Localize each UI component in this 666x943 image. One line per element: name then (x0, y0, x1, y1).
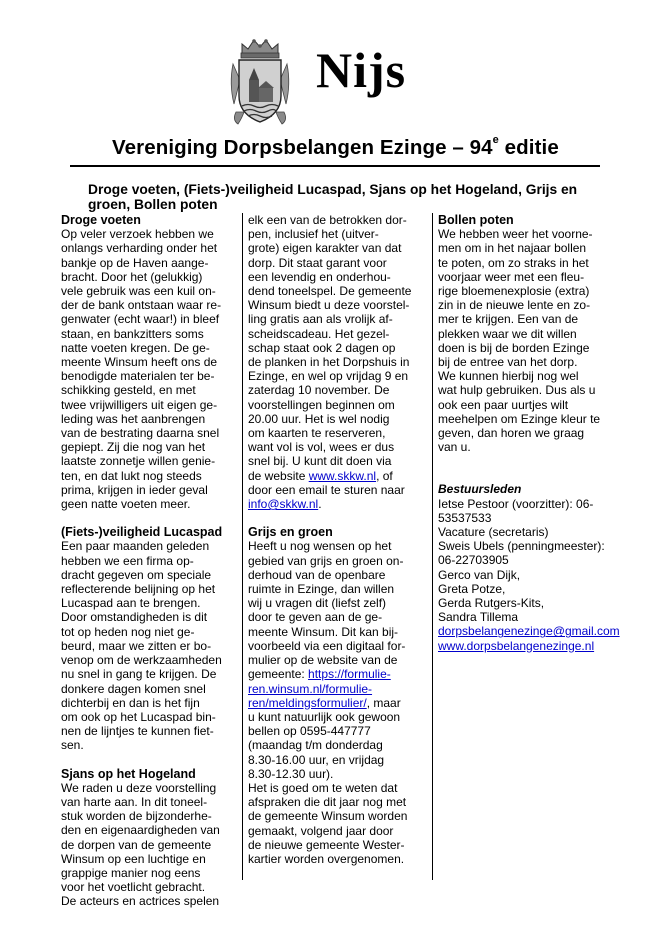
text-line: men om in het najaar bollen (438, 241, 587, 256)
text-line: We kunnen hierbij nog wel (438, 369, 579, 384)
column-3 (438, 213, 620, 653)
text-line: wij u vragen dit (liefst zelf) (248, 596, 387, 611)
text-line: gepiept. Zij die nog van het (61, 440, 206, 455)
text-line: ruimte in Ezinge, dan willen (248, 582, 395, 597)
text-line: Greta Potze, (438, 581, 506, 596)
text-line: twee vrijwilligers uit eigen ge- (61, 397, 218, 412)
text-line: 8.30-12.30 uur). (248, 766, 334, 781)
text-line: voor het voetlicht gebracht. (61, 880, 206, 895)
column-divider (242, 213, 243, 880)
text-line: grappige manier nog eens (61, 865, 201, 880)
text-line: Gerco van Dijk, (438, 567, 521, 582)
text-line: de nieuwe gemeente Wester- (248, 837, 405, 852)
text-line: (maandag t/m donderdag (248, 738, 383, 753)
article-sjans-email-intro: door een email te sturen naar (248, 482, 405, 497)
skkw-website-link[interactable]: www.skkw.nl (308, 468, 377, 483)
section-heading-droge-voeten: Droge voeten (61, 213, 141, 227)
text-line: geen natte voeten meer. (61, 497, 191, 512)
article-grijs-en-groen-rest (248, 710, 426, 866)
contact-website-link[interactable]: www.dorpsbelangenezinge.nl (438, 638, 595, 653)
text-line: bellen op 0595-447777 (248, 724, 371, 739)
article-fiets-veiligheid (61, 539, 236, 752)
text-line: der de bank ontstaan waar re- (61, 298, 222, 313)
column-1 (61, 213, 236, 909)
text-line: stuk worden de bijzonderhe- (61, 809, 212, 824)
text-line: We hebben weer het voorne- (438, 227, 593, 242)
text-line: meente Winsum heeft ons de (61, 355, 218, 370)
text-line: Heeft u nog wensen op het (248, 539, 392, 554)
column-divider (432, 213, 433, 880)
text-line: natte voeten kregen. De ge- (61, 340, 210, 355)
text-line: sen. (61, 738, 84, 753)
formulier-link-part-3[interactable]: ren/meldingsformulier/ (248, 695, 367, 710)
text-line: bracht. Door het (gelukkig) (61, 269, 203, 284)
text-line: staan, en bankzitters soms (61, 326, 204, 341)
text-line: genwater (echt waar!) in bleef (61, 312, 220, 327)
text-line: De acteurs en actrices spelen (61, 894, 220, 909)
text-line: Gerda Rutgers-Kits, (438, 596, 545, 611)
text-line: ook een paar uurtjes wilt (438, 397, 569, 412)
text-line: de dorpen van de gemeente (61, 837, 212, 852)
text-line: ling gratis aan als vrolijk af- (248, 312, 393, 327)
text-line: afspraken die dit jaar nog met (248, 795, 407, 810)
text-line: van u. (438, 440, 471, 455)
text-line: reflecterende belijning op het (61, 582, 216, 597)
board-email-line (438, 624, 620, 639)
text-line: mulier op de website van de (248, 653, 398, 668)
text-line: pen, inclusief het (uitver- (248, 227, 379, 242)
text-line: kartier worden overgenomen. (248, 851, 405, 866)
text-line: voorstellingen beginnen om (248, 397, 395, 412)
section-heading-fiets-veiligheid: (Fiets-)veiligheid Lucaspad (61, 525, 223, 540)
text-line: mer te krijgen. Een van de (438, 312, 579, 327)
text-line: dorp. Dit staat garant voor (248, 255, 387, 270)
text-line: derhoud van de openbare (248, 567, 386, 582)
text-line: venop om de werkzaamheden (61, 653, 222, 668)
section-heading-bollen-poten: Bollen poten (438, 213, 514, 227)
text-line: want vol is vol, wees er dus (248, 440, 395, 455)
text-line: zin in de nieuwe lente en zo- (438, 298, 591, 313)
board-website-line (438, 639, 606, 653)
text-line: u kunt natuurlijk ook gewoon (248, 709, 401, 724)
text-line: Op veler verzoek hebben we (61, 227, 214, 242)
text-line: om kaarten te reserveren, (248, 426, 386, 441)
text-line: schikking gesteld, en met (61, 383, 196, 398)
text-line: dracht gegeven om speciale (61, 567, 212, 582)
text-line: tot op heden nog niet ge- (61, 624, 195, 639)
text-line: van de bestrating daarna snel (61, 426, 220, 441)
text-line: de gemeente Winsum worden (248, 809, 408, 824)
text-line: Winsum op een luchtige en (61, 851, 206, 866)
formulier-link-part-1[interactable]: https://formulie- (308, 667, 391, 682)
text-line: 20.00 uur. Het is wel nodig (248, 411, 390, 426)
text-line: bij de entree van het dorp. (438, 355, 578, 370)
text-line: geven, dan horen we graag (438, 426, 585, 441)
masthead-title: Vereniging Dorpsbelangen Ezinge – 94e editie (112, 134, 559, 159)
text-line: Winsum biedt u deze voorstel- (248, 298, 410, 313)
text-line: hebben we een firma op- (61, 553, 194, 568)
text-line: dichterbij en dan is het fijn (61, 695, 200, 710)
text-line: een levendig en onderhou- (248, 269, 391, 284)
text-line: beurd, maar we zitten er bo- (61, 638, 212, 653)
text-line: meente Winsum. Dit kan bij- (248, 624, 399, 639)
text-line: grote) eigen karakter van dat (248, 241, 402, 256)
text-line: wat hulp gebruiken. Dus als u (438, 383, 596, 398)
article-sjans-website-line: de website www.skkw.nl, of (248, 468, 393, 483)
text-line: schap staat ook 2 dagen op (248, 340, 396, 355)
text-line: Sweis Ubels (penningmeester): (438, 539, 605, 554)
section-heading-sjans: Sjans op het Hogeland (61, 766, 196, 781)
text-line: Vacature (secretaris) (438, 525, 549, 540)
section-heading-grijs-en-groen: Grijs en groen (248, 525, 333, 540)
article-grijs-en-groen (248, 539, 426, 667)
text-line: van harte aan. In dit toneel- (61, 794, 208, 809)
text-line: elk een van de betrokken dor- (248, 213, 407, 227)
column-2 (248, 213, 426, 866)
text-line: om ook op het Lucaspad bin- (61, 709, 216, 724)
text-line: den en eigenaardigheden van (61, 823, 220, 838)
text-line: rige bloemenexplosie (extra) (438, 284, 590, 299)
text-line: 8.30-16.00 uur, en vrijdag (248, 752, 385, 767)
text-line: snel bij. U kunt dit doen via (248, 454, 392, 469)
masthead-rule (70, 165, 600, 167)
text-line: voorjaar weer met een fleu- (438, 269, 585, 284)
text-line: benodigde materialen ter be- (61, 369, 215, 384)
text-line: nu snel in gang te krijgen. De (61, 667, 217, 682)
text-line: gemaakt, volgend jaar door (248, 823, 394, 838)
text-line: onlangs verharding onder het (61, 241, 218, 256)
formulier-link-part-2[interactable]: ren.winsum.nl/formulie- (248, 681, 373, 696)
text-line: Ietse Pestoor (voorzitter): 06- (438, 496, 594, 511)
coat-of-arms-logo (228, 34, 292, 128)
text-line: prima, krijgen in ieder geval (61, 482, 208, 497)
text-line: 53537533 (438, 510, 492, 525)
article-sjans (61, 781, 236, 909)
text-line: te poten, om zo straks in het (438, 255, 589, 270)
text-line: gebied van grijs en groen on- (248, 553, 404, 568)
article-droge-voeten (61, 227, 236, 511)
text-line: bankje op de Haven aange- (61, 255, 209, 270)
board-heading: Bestuursleden (438, 482, 522, 497)
skkw-email-link[interactable]: info@skkw.nl (248, 497, 319, 512)
text-line: vele gebruik was een kuil on- (61, 284, 216, 299)
text-line: Een paar maanden geleden (61, 539, 210, 554)
text-line: leding was het aanbrengen (61, 411, 206, 426)
text-line: Ezinge, en wel op vrijdag 9 en (248, 369, 409, 384)
text-line: dend toneelspel. De gemeente (248, 284, 412, 299)
text-line: zaterdag 10 november. De (248, 383, 390, 398)
article-link-line-1: gemeente: https://formulie- (248, 667, 391, 682)
text-line: de planken in het Dorpshuis in (248, 355, 410, 370)
text-line: door te geven aan de ge- (248, 610, 383, 625)
text-line: laatste zonnetje willen genie- (61, 454, 216, 469)
article-link-line-2 (248, 682, 426, 696)
text-line: Sandra Tillema (438, 610, 519, 625)
text-line: donkere dagen komen snel (61, 681, 206, 696)
text-line: doen is bij de borden Ezinge (438, 340, 590, 355)
contact-email-link[interactable]: dorpsbelangenezinge@gmail.com (438, 624, 620, 639)
text-line: Het is goed om te weten dat (248, 780, 398, 795)
text-line: scheidscadeau. Het gezel- (248, 326, 390, 341)
text-line: meehelpen om Ezinge kleur te (438, 411, 601, 426)
text-line: plekken waar we dit willen (438, 326, 577, 341)
text-line: nen de lijntjes te kunnen fiet- (61, 724, 214, 739)
article-sjans-email-line: info@skkw.nl. (248, 497, 322, 512)
logo-wordmark: Nijs (316, 42, 407, 98)
text-line: voorbeeld via een digitaal for- (248, 638, 406, 653)
text-line: We raden u deze voorstelling (61, 780, 217, 795)
text-line: Door omstandigheden is dit (61, 610, 208, 625)
issue-headline: Droge voeten, (Fiets-)veiligheid Lucaspad, Sjans op het Hogeland, Grijs en groen, Bollen poten (88, 182, 578, 212)
text-line: 06-22703905 (438, 553, 509, 568)
article-link-line-3: ren/meldingsformulier/, maar (248, 695, 401, 710)
text-line: ten, en dat lukt nog steeds (61, 468, 202, 483)
board-members-list (438, 497, 606, 625)
article-sjans-continued (248, 213, 426, 469)
text-line: Lucaspad aan te brengen. (61, 596, 201, 611)
article-bollen-poten (438, 227, 606, 454)
